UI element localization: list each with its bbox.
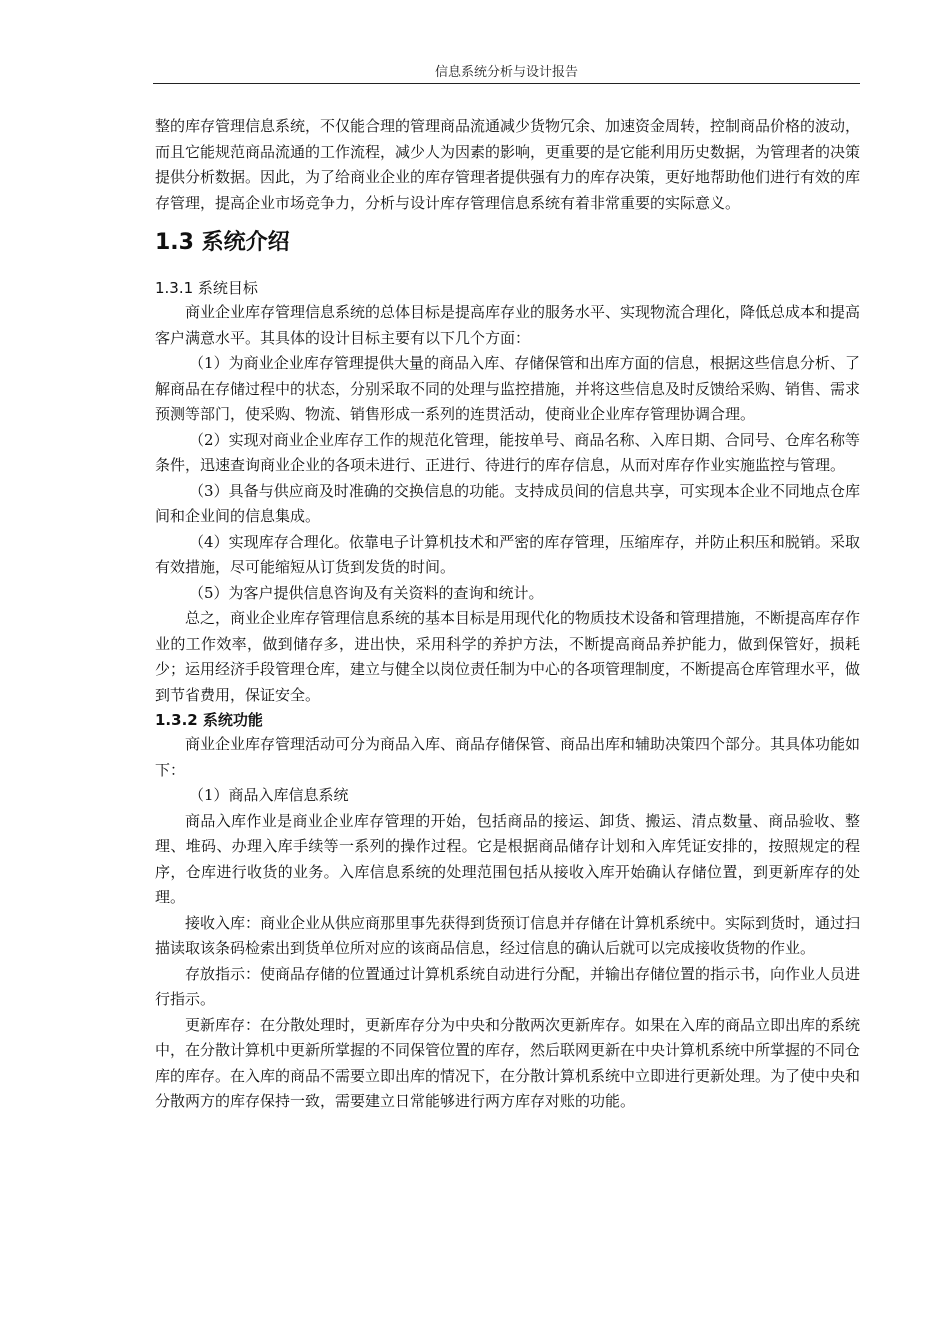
function-item-1-title: （1）商品入库信息系统 [189,786,349,804]
goal-item-2: （2）实现对商业企业库存工作的规范化管理，能按单号、商品名称、入库日期、合同号、仓库名称等条件，迅速查询商业企业的各项未进行、正进行、待进行的库存信息，从而对库存作业实施监控与管理。 [155,430,860,474]
inbound-paragraph: 商品入库作业是商业企业库存管理的开始，包括商品的接运、卸货、搬运、清点数量、商品验收、整理、堆码、办理入库手续等一系列的操作过程。它是根据商品储存计划和入库凭证安排的，按照规定的程序，仓库进行收货的业务。入库信息系统的处理范围包括从接收入库开始确认存储位置，到更新库存的处理。 [155,811,860,906]
inventory-update-paragraph: 更新库存：在分散处理时，更新库存分为中央和分散两次更新库存。如果在入库的商品立即出库的系统中，在分散计算机中更新所掌握的不同保管位置的库存，然后联网更新在中央计算机系统中所掌握的不同仓库的库存。在入库的商品不需要立即出库的情况下，在分散计算机系统中立即进行更新处理。为了使中央和分散两方的库存保持一致，需要建立日常能够进行两方库存对账的功能。 [155,1015,861,1110]
subsection-heading-1-3-1: 1.3.1 系统目标 [155,279,258,297]
goal-item-5: （5）为客户提供信息咨询及有关资料的查询和统计。 [189,583,544,602]
storage-instruction-paragraph: 存放指示：使商品存储的位置通过计算机系统自动进行分配，并输出存储位置的指示书，向作业人员进行指示。 [155,964,861,1008]
receiving-paragraph: 接收入库：商业企业从供应商那里事先获得到货预订信息并存储在计算机系统中。实际到货时，通过扫描读取该条码检索出到货单位所对应的该商品信息，经过信息的确认后就可以完成接收货物的作业。 [155,913,861,957]
goal-item-1: （1）为商业企业库存管理提供大量的商品入库、存储保管和出库方面的信息，根据这些信息分析、了解商品在存储过程中的状态，分别采取不同的处理与监控措施，并将这些信息及时反馈给采购、销售、需求预测等部门，使采购、物流、销售形成一系列的连贯活动，使商业企业库存管理协调合理。 [155,354,861,423]
intro-paragraph: 整的库存管理信息系统，不仅能合理的管理商品流通减少货物冗余、加速资金周转，控制商品价格的波动，而且它能规范商品流通的工作流程，减少人为因素的影响，更重要的是它能利用历史数据，为管理者的决策提供分析数据。因此，为了给商业企业的库存管理者提供强有力的库存决策，更好地帮助他们进行有效的库存管理，提高企业市场竞争力，分析与设计库存管理信息系统有着非常重要的实际意义。 [155,117,861,212]
function-overview-paragraph: 商业企业库存管理活动可分为商品入库、商品存储保管、商品出库和辅助决策四个部分。其具体功能如下： [155,735,861,779]
header-rule [153,83,860,84]
subsection-heading-1-3-2: 1.3.2 系统功能 [155,711,263,729]
goal-item-3: （3）具备与供应商及时准确的交换信息的功能。支持成员间的信息共享，可实现本企业不同地点仓库间和企业间的信息集成。 [155,481,860,525]
goal-paragraph-overall: 商业企业库存管理信息系统的总体目标是提高库存业的服务水平、实现物流合理化，降低总成本和提高客户满意水平。其具体的设计目标主要有以下几个方面： [155,303,861,347]
section-heading-1-3: 1.3 系统介绍 [155,230,290,255]
goal-summary-paragraph: 总之，商业企业库存管理信息系统的基本目标是用现代化的物质技术设备和管理措施，不断提高库存作业的工作效率，做到储存多，进出快，采用科学的养护方法，不断提高商品养护能力，做到保管好，损耗少；运用经济手段管理仓库，建立与健全以岗位责任制为中心的各项管理制度，不断提高仓库管理水平，做到节省费用，保证安全。 [155,609,861,704]
running-header: 信息系统分析与设计报告 [434,65,578,80]
goal-item-4: （4）实现库存合理化。依靠电子计算机技术和严密的库存管理，压缩库存，并防止积压和脱销。采取有效措施，尽可能缩短从订货到发货的时间。 [155,532,860,576]
page-content [155,114,860,1115]
